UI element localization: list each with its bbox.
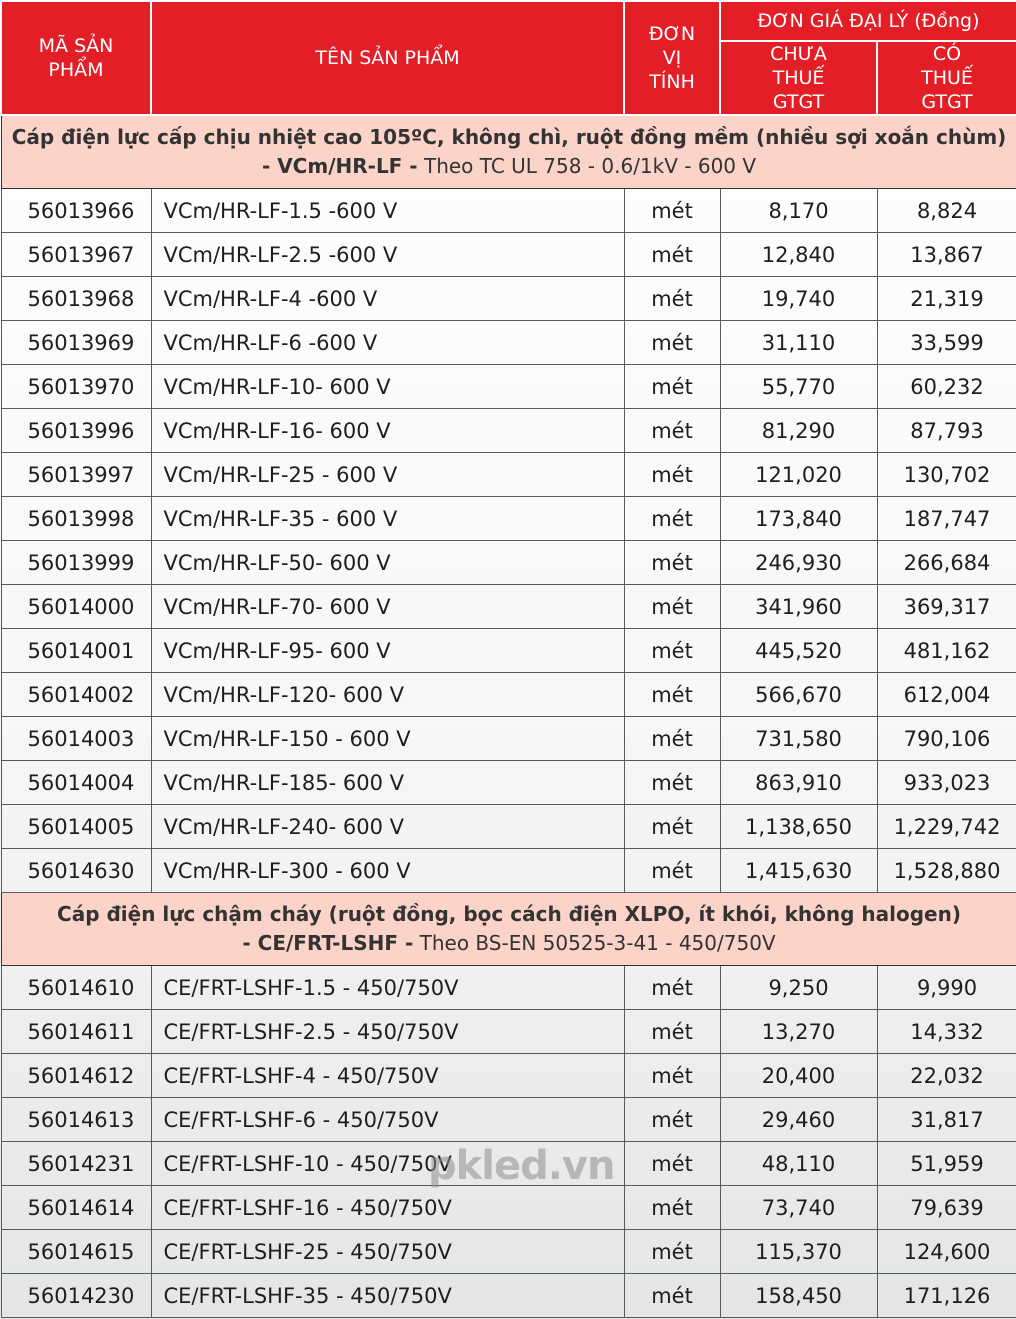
cell-price-with-tax: 481,162: [877, 629, 1016, 673]
cell-price-with-tax: 9,990: [877, 966, 1016, 1010]
cell-product-code: 56014610: [1, 966, 151, 1010]
cell-product-code: 56013967: [1, 233, 151, 277]
cell-product-name: VCm/HR-LF-50- 600 V: [151, 541, 624, 585]
cell-product-code: 56014000: [1, 585, 151, 629]
cell-unit: mét: [624, 233, 720, 277]
cell-product-name: VCm/HR-LF-10- 600 V: [151, 365, 624, 409]
cell-unit: mét: [624, 805, 720, 849]
cell-price-no-tax: 9,250: [720, 966, 877, 1010]
cell-unit: mét: [624, 541, 720, 585]
cell-product-code: 56014614: [1, 1186, 151, 1230]
cell-product-name: VCm/HR-LF-70- 600 V: [151, 585, 624, 629]
section-title-line1: Cáp điện lực chậm cháy (ruột đồng, bọc cách điện XLPO, ít khói, không halogen): [57, 902, 961, 926]
table-row: [1, 1186, 1016, 1230]
cell-unit: mét: [624, 277, 720, 321]
cell-product-code: 56013968: [1, 277, 151, 321]
cell-product-code: 56013970: [1, 365, 151, 409]
cell-price-with-tax: 51,959: [877, 1142, 1016, 1186]
cell-price-no-tax: 19,740: [720, 277, 877, 321]
cell-product-code: 56014611: [1, 1010, 151, 1054]
cell-unit: mét: [624, 1186, 720, 1230]
section-product-series: - CE/FRT-LSHF -: [242, 931, 414, 955]
cell-product-code: 56013996: [1, 409, 151, 453]
cell-price-with-tax: 79,639: [877, 1186, 1016, 1230]
cell-product-name: VCm/HR-LF-300 - 600 V: [151, 849, 624, 893]
cell-product-name: CE/FRT-LSHF-35 - 450/750V: [151, 1274, 624, 1318]
cell-product-name: CE/FRT-LSHF-16 - 450/750V: [151, 1186, 624, 1230]
cell-price-with-tax: 266,684: [877, 541, 1016, 585]
cell-unit: mét: [624, 761, 720, 805]
cell-unit: mét: [624, 189, 720, 233]
cell-product-code: 56013969: [1, 321, 151, 365]
section-standard: Theo TC UL 758 - 0.6/1kV - 600 V: [417, 154, 757, 178]
section-product-series: - VCm/HR-LF -: [261, 154, 418, 178]
table-row: [1, 1098, 1016, 1142]
cell-product-name: CE/FRT-LSHF-6 - 450/750V: [151, 1098, 624, 1142]
cell-price-with-tax: 87,793: [877, 409, 1016, 453]
table-row: [1, 585, 1016, 629]
cell-price-no-tax: 12,840: [720, 233, 877, 277]
cell-product-code: 56013997: [1, 453, 151, 497]
cell-price-with-tax: 1,528,880: [877, 849, 1016, 893]
cell-price-with-tax: 369,317: [877, 585, 1016, 629]
cell-price-with-tax: 31,817: [877, 1098, 1016, 1142]
cell-price-no-tax: 48,110: [720, 1142, 877, 1186]
cell-price-no-tax: 173,840: [720, 497, 877, 541]
cell-price-no-tax: 13,270: [720, 1010, 877, 1054]
table-row: [1, 1010, 1016, 1054]
cell-product-code: 56014001: [1, 629, 151, 673]
cell-unit: mét: [624, 497, 720, 541]
cell-product-name: VCm/HR-LF-4 -600 V: [151, 277, 624, 321]
cell-product-name: VCm/HR-LF-1.5 -600 V: [151, 189, 624, 233]
cell-price-with-tax: 187,747: [877, 497, 1016, 541]
cell-product-code: 56014231: [1, 1142, 151, 1186]
cell-unit: mét: [624, 1230, 720, 1274]
cell-product-code: 56014612: [1, 1054, 151, 1098]
cell-price-with-tax: 790,106: [877, 717, 1016, 761]
table-row: [1, 365, 1016, 409]
cell-product-code: 56014002: [1, 673, 151, 717]
cell-product-name: VCm/HR-LF-2.5 -600 V: [151, 233, 624, 277]
section-header-row: [1, 893, 1016, 966]
cell-product-code: 56013999: [1, 541, 151, 585]
table-row: [1, 1274, 1016, 1318]
table-row: [1, 233, 1016, 277]
cell-price-no-tax: 20,400: [720, 1054, 877, 1098]
cell-product-code: 56014230: [1, 1274, 151, 1318]
section-title-line1: Cáp điện lực cấp chịu nhiệt cao 105ºC, không chì, ruột đồng mềm (nhiều sợi xoắn chùm): [11, 125, 1007, 149]
cell-price-with-tax: 612,004: [877, 673, 1016, 717]
cell-price-no-tax: 55,770: [720, 365, 877, 409]
cell-product-name: VCm/HR-LF-150 - 600 V: [151, 717, 624, 761]
cell-unit: mét: [624, 321, 720, 365]
cell-product-name: CE/FRT-LSHF-2.5 - 450/750V: [151, 1010, 624, 1054]
cell-product-name: VCm/HR-LF-120- 600 V: [151, 673, 624, 717]
cell-price-no-tax: 445,520: [720, 629, 877, 673]
section-title: [1, 115, 1016, 189]
cell-price-with-tax: 933,023: [877, 761, 1016, 805]
cell-unit: mét: [624, 1274, 720, 1318]
table-row: [1, 541, 1016, 585]
cell-price-no-tax: 81,290: [720, 409, 877, 453]
table-row: [1, 321, 1016, 365]
cell-price-with-tax: 21,319: [877, 277, 1016, 321]
cell-price-with-tax: 124,600: [877, 1230, 1016, 1274]
cell-unit: mét: [624, 966, 720, 1010]
cell-product-name: CE/FRT-LSHF-10 - 450/750V: [151, 1142, 624, 1186]
cell-price-no-tax: 863,910: [720, 761, 877, 805]
cell-unit: mét: [624, 849, 720, 893]
cell-product-code: 56014003: [1, 717, 151, 761]
cell-price-no-tax: 566,670: [720, 673, 877, 717]
table-row: [1, 629, 1016, 673]
cell-unit: mét: [624, 365, 720, 409]
header-product-code: MÃ SẢN PHẨM: [1, 1, 151, 115]
cell-product-name: VCm/HR-LF-16- 600 V: [151, 409, 624, 453]
section-standard: Theo BS-EN 50525-3-41 - 450/750V: [413, 931, 776, 955]
table-row: [1, 717, 1016, 761]
cell-price-no-tax: 31,110: [720, 321, 877, 365]
table-row: [1, 966, 1016, 1010]
table-row: [1, 673, 1016, 717]
cell-product-code: 56014615: [1, 1230, 151, 1274]
cell-product-name: VCm/HR-LF-185- 600 V: [151, 761, 624, 805]
cell-price-no-tax: 246,930: [720, 541, 877, 585]
cell-price-no-tax: 121,020: [720, 453, 877, 497]
table-body: [1, 115, 1016, 1318]
cell-product-code: 56014005: [1, 805, 151, 849]
section-title: [1, 893, 1016, 966]
cell-price-no-tax: 73,740: [720, 1186, 877, 1230]
cell-price-with-tax: 60,232: [877, 365, 1016, 409]
cell-product-code: 56014004: [1, 761, 151, 805]
cell-price-with-tax: 22,032: [877, 1054, 1016, 1098]
cell-unit: mét: [624, 1054, 720, 1098]
header-dealer-price: ĐƠN GIÁ ĐẠI LÝ (Đồng): [720, 1, 1016, 41]
table-row: [1, 277, 1016, 321]
cell-price-no-tax: 115,370: [720, 1230, 877, 1274]
table-row: [1, 761, 1016, 805]
table-header: [1, 1, 1016, 115]
cell-product-name: VCm/HR-LF-240- 600 V: [151, 805, 624, 849]
cell-unit: mét: [624, 1098, 720, 1142]
cell-unit: mét: [624, 629, 720, 673]
header-unit: ĐƠN VỊ TÍNH: [624, 1, 720, 115]
cell-price-no-tax: 731,580: [720, 717, 877, 761]
cell-price-no-tax: 8,170: [720, 189, 877, 233]
cell-unit: mét: [624, 585, 720, 629]
table-row: [1, 497, 1016, 541]
cell-price-with-tax: 8,824: [877, 189, 1016, 233]
table-row: [1, 805, 1016, 849]
cell-product-name: CE/FRT-LSHF-1.5 - 450/750V: [151, 966, 624, 1010]
cell-product-code: 56014613: [1, 1098, 151, 1142]
cell-product-code: 56013966: [1, 189, 151, 233]
cell-unit: mét: [624, 1142, 720, 1186]
table-row: [1, 453, 1016, 497]
cell-price-with-tax: 33,599: [877, 321, 1016, 365]
header-price-with-tax: CÓ THUẾ GTGT: [877, 41, 1016, 115]
cell-unit: mét: [624, 1010, 720, 1054]
cell-unit: mét: [624, 409, 720, 453]
cell-unit: mét: [624, 673, 720, 717]
cell-price-no-tax: 158,450: [720, 1274, 877, 1318]
cell-price-with-tax: 14,332: [877, 1010, 1016, 1054]
cell-price-no-tax: 341,960: [720, 585, 877, 629]
cell-price-with-tax: 1,229,742: [877, 805, 1016, 849]
cell-product-name: VCm/HR-LF-95- 600 V: [151, 629, 624, 673]
cell-unit: mét: [624, 717, 720, 761]
table-row: [1, 1230, 1016, 1274]
cell-price-with-tax: 130,702: [877, 453, 1016, 497]
cell-product-code: 56013998: [1, 497, 151, 541]
table-row: [1, 849, 1016, 893]
cell-product-name: VCm/HR-LF-6 -600 V: [151, 321, 624, 365]
cell-product-code: 56014630: [1, 849, 151, 893]
watermark: pkled.vn: [428, 1143, 615, 1189]
header-product-name: TÊN SẢN PHẨM: [151, 1, 624, 115]
table-row: [1, 189, 1016, 233]
cell-product-name: VCm/HR-LF-35 - 600 V: [151, 497, 624, 541]
cell-product-name: CE/FRT-LSHF-4 - 450/750V: [151, 1054, 624, 1098]
header-price-no-tax: CHƯA THUẾ GTGT: [720, 41, 877, 115]
cell-price-no-tax: 1,415,630: [720, 849, 877, 893]
section-header-row: [1, 115, 1016, 189]
cell-unit: mét: [624, 453, 720, 497]
table-row: [1, 1054, 1016, 1098]
cell-price-no-tax: 1,138,650: [720, 805, 877, 849]
cell-product-name: VCm/HR-LF-25 - 600 V: [151, 453, 624, 497]
cell-product-name: CE/FRT-LSHF-25 - 450/750V: [151, 1230, 624, 1274]
cell-price-no-tax: 29,460: [720, 1098, 877, 1142]
cell-price-with-tax: 171,126: [877, 1274, 1016, 1318]
table-row: [1, 409, 1016, 453]
cell-price-with-tax: 13,867: [877, 233, 1016, 277]
